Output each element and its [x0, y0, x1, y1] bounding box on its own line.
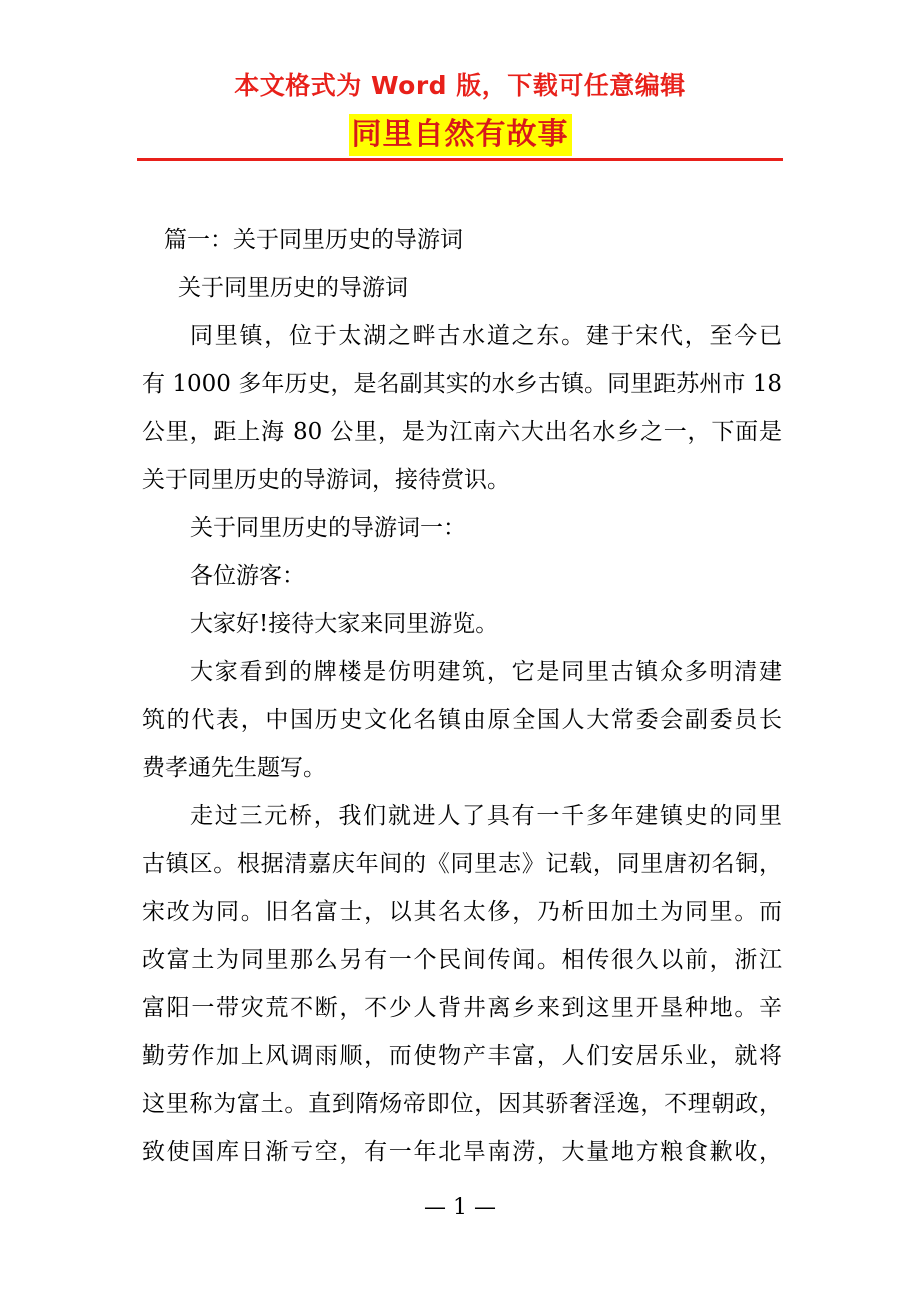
title-divider: [137, 158, 783, 161]
paragraph-line: 古镇区。根据清嘉庆年间的《同里志》记载，同里唐初名铜，: [142, 851, 782, 877]
paragraph-line: 有 1000 多年历史，是名副其实的水乡古镇。同里距苏州市 18: [142, 371, 782, 397]
paragraph-line: 勤劳作加上风调雨顺，而使物产丰富，人们安居乐业，就将: [142, 1043, 782, 1069]
document-title: 同里自然有故事: [349, 114, 572, 156]
document-body: [142, 216, 782, 1176]
paragraph-line: 关于同里历史的导游词，接待赏识。: [142, 467, 510, 493]
paragraph-line: 公里，距上海 80 公里，是为江南六大出名水乡之一，下面是: [142, 419, 782, 445]
section-heading: 篇一：关于同里历史的导游词: [164, 227, 463, 253]
paragraph-line: 关于同里历史的导游词一：: [190, 515, 466, 541]
page-number: — 1 —: [424, 1195, 496, 1220]
paragraph-line: 筑的代表，中国历史文化名镇由原全国人大常委会副委员长: [142, 707, 782, 733]
subheading: 关于同里历史的导游词: [178, 275, 408, 301]
paragraph-line: 富阳一带灾荒不断，不少人背井离乡来到这里开垦种地。辛: [142, 995, 782, 1021]
paragraph-line: 宋改为同。旧名富士，以其名太侈，乃析田加土为同里。而: [142, 899, 782, 925]
paragraph-line: 各位游客：: [190, 563, 305, 589]
format-notice: 本文格式为 Word 版，下载可任意编辑: [234, 71, 686, 100]
paragraph-line: 致使国库日渐亏空，有一年北旱南涝，大量地方粮食歉收，: [142, 1139, 782, 1165]
paragraph-line: 同里镇，位于太湖之畔古水道之东。建于宋代，至今已: [190, 323, 782, 349]
paragraph-line: 改富土为同里那么另有一个民间传闻。相传很久以前，浙江: [142, 947, 782, 973]
paragraph-line: 走过三元桥，我们就进人了具有一千多年建镇史的同里: [190, 803, 782, 829]
title-container: [0, 114, 920, 156]
paragraph-line: 这里称为富土。直到隋炀帝即位，因其骄奢淫逸，不理朝政，: [142, 1091, 782, 1117]
paragraph-line: 费孝通先生题写。: [142, 755, 326, 781]
paragraph-line: 大家好!接待大家来同里游览。: [190, 611, 499, 637]
paragraph-line: 大家看到的牌楼是仿明建筑，它是同里古镇众多明清建: [190, 659, 782, 685]
